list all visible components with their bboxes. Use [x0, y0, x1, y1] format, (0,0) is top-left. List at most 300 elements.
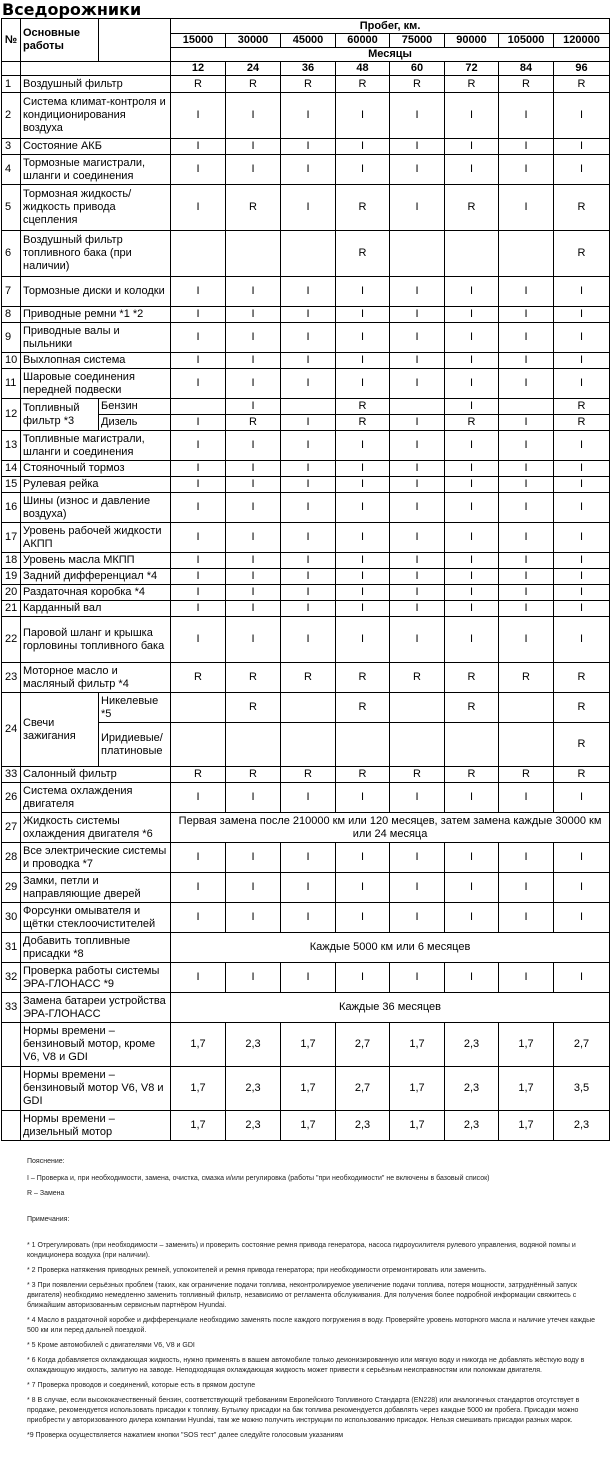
- table-row: [2, 399, 610, 415]
- header-month-5: 72: [445, 62, 499, 76]
- work-subname: Иридиевые/ платиновые: [99, 723, 171, 767]
- cell-value: I: [554, 323, 610, 353]
- span-value: Первая замена после 210000 км или 120 месяцев, затем замена каждые 30000 км или 24 месяца: [171, 813, 610, 843]
- cell-value: I: [499, 323, 554, 353]
- table-row: [2, 585, 610, 601]
- cell-value: R: [226, 415, 281, 431]
- cell-value: I: [390, 323, 445, 353]
- cell-value: I: [281, 139, 336, 155]
- cell-value: I: [499, 569, 554, 585]
- row-number: 19: [2, 569, 21, 585]
- work-name: Задний дифференциал *4: [21, 569, 171, 585]
- cell-value: I: [445, 353, 499, 369]
- cell-value: 3,5: [554, 1067, 610, 1111]
- cell-value: I: [171, 353, 226, 369]
- cell-value: R: [554, 185, 610, 231]
- cell-value: 1,7: [499, 1067, 554, 1111]
- table-row: [2, 963, 610, 993]
- cell-value: [171, 399, 226, 415]
- cell-value: R: [445, 185, 499, 231]
- cell-value: I: [281, 569, 336, 585]
- cell-value: I: [499, 493, 554, 523]
- cell-value: I: [445, 843, 499, 873]
- cell-value: [336, 723, 390, 767]
- row-number: 2: [2, 93, 21, 139]
- cell-value: I: [554, 553, 610, 569]
- work-name: Тормозная жидкость/жидкость привода сцепления: [21, 185, 171, 231]
- work-name: Карданный вал: [21, 601, 171, 617]
- remark-item: * 4 Масло в раздаточной коробке и дифференциале необходимо заменять после каждого погружения в воду. Проверяйте уровень моторного масла и наличие утечек каждые 500 км или перед дальней поездкой.: [27, 1317, 596, 1334]
- cell-value: I: [171, 93, 226, 139]
- cell-value: I: [554, 873, 610, 903]
- remarks-title: Примечания:: [27, 1216, 70, 1223]
- table-row: [2, 493, 610, 523]
- work-name: Система климат-контроля и кондиционирования воздуха: [21, 93, 171, 139]
- cell-value: [281, 399, 336, 415]
- remark-item: * 7 Проверка проводов и соединений, которые есть в прямом доступе: [27, 1382, 256, 1389]
- cell-value: R: [554, 415, 610, 431]
- cell-value: [390, 231, 445, 277]
- cell-value: I: [171, 873, 226, 903]
- cell-value: I: [499, 185, 554, 231]
- cell-value: I: [390, 461, 445, 477]
- table-row: [2, 601, 610, 617]
- header-km-2: 45000: [281, 34, 336, 48]
- cell-value: R: [336, 231, 390, 277]
- cell-value: I: [554, 369, 610, 399]
- cell-value: I: [499, 783, 554, 813]
- cell-value: R: [554, 663, 610, 693]
- work-name: Жидкость системы охлаждения двигателя *6: [21, 813, 171, 843]
- cell-value: I: [336, 493, 390, 523]
- cell-value: I: [336, 617, 390, 663]
- cell-value: I: [499, 369, 554, 399]
- cell-value: I: [281, 617, 336, 663]
- cell-value: I: [499, 873, 554, 903]
- span-value: Каждые 5000 км или 6 месяцев: [171, 933, 610, 963]
- cell-value: I: [445, 601, 499, 617]
- work-name: Замена батареи устройства ЭРА-ГЛОНАСС: [21, 993, 171, 1023]
- cell-value: R: [171, 767, 226, 783]
- cell-value: I: [390, 353, 445, 369]
- cell-value: I: [171, 155, 226, 185]
- cell-value: I: [336, 369, 390, 399]
- cell-value: I: [171, 477, 226, 493]
- header-km-3: 60000: [336, 34, 390, 48]
- cell-value: R: [226, 185, 281, 231]
- row-number: 29: [2, 873, 21, 903]
- cell-value: [499, 399, 554, 415]
- cell-value: I: [499, 461, 554, 477]
- table-row: [2, 1023, 610, 1067]
- cell-value: I: [499, 353, 554, 369]
- maintenance-table: [1, 18, 610, 1141]
- cell-value: I: [554, 963, 610, 993]
- cell-value: I: [281, 307, 336, 323]
- cell-value: R: [499, 76, 554, 93]
- cell-value: 1,7: [390, 1023, 445, 1067]
- cell-value: I: [390, 415, 445, 431]
- header-mileage: Пробег, км.: [171, 19, 610, 34]
- cell-value: I: [171, 843, 226, 873]
- work-name: Салонный фильтр: [21, 767, 171, 783]
- cell-value: 2,3: [226, 1023, 281, 1067]
- remark-item: * 2 Проверка натяжения приводных ремней, успокоителей и ремня привода генератора; при необходимости отремонтировать или заменить.: [27, 1267, 487, 1274]
- remark-item: *9 Проверка осуществляется нажатием кнопки "SOS тест" далее следуйте голосовым указаниям: [27, 1432, 344, 1439]
- work-name: Замки, петли и направляющие дверей: [21, 873, 171, 903]
- cell-value: R: [445, 767, 499, 783]
- cell-value: 1,7: [171, 1111, 226, 1141]
- header-blank: [21, 62, 171, 76]
- cell-value: I: [171, 617, 226, 663]
- cell-value: R: [499, 663, 554, 693]
- cell-value: I: [336, 903, 390, 933]
- cell-value: I: [390, 601, 445, 617]
- cell-value: I: [171, 323, 226, 353]
- work-name: Добавить топливные присадки *8: [21, 933, 171, 963]
- work-name: Воздушный фильтр: [21, 76, 171, 93]
- cell-value: I: [554, 523, 610, 553]
- cell-value: I: [281, 369, 336, 399]
- header-km-1: 30000: [226, 34, 281, 48]
- cell-value: I: [554, 93, 610, 139]
- cell-value: I: [445, 277, 499, 307]
- cell-value: I: [226, 139, 281, 155]
- cell-value: 2,7: [336, 1067, 390, 1111]
- cell-value: [171, 231, 226, 277]
- cell-value: I: [226, 431, 281, 461]
- cell-value: I: [445, 323, 499, 353]
- table-row: [2, 663, 610, 693]
- cell-value: 1,7: [499, 1111, 554, 1141]
- cell-value: I: [499, 431, 554, 461]
- cell-value: I: [336, 873, 390, 903]
- cell-value: R: [336, 399, 390, 415]
- table-row: [2, 1067, 610, 1111]
- row-number: 16: [2, 493, 21, 523]
- cell-value: I: [281, 477, 336, 493]
- cell-value: R: [554, 767, 610, 783]
- cell-value: I: [226, 353, 281, 369]
- row-number: 17: [2, 523, 21, 553]
- cell-value: I: [445, 903, 499, 933]
- cell-value: I: [226, 873, 281, 903]
- header-works: Основные работы: [21, 19, 99, 62]
- cell-value: I: [336, 461, 390, 477]
- cell-value: I: [226, 553, 281, 569]
- row-number: 10: [2, 353, 21, 369]
- cell-value: R: [554, 399, 610, 415]
- table-row: [2, 477, 610, 493]
- cell-value: I: [226, 93, 281, 139]
- cell-value: I: [226, 399, 281, 415]
- cell-value: R: [554, 231, 610, 277]
- cell-value: I: [336, 569, 390, 585]
- work-name: Стояночный тормоз: [21, 461, 171, 477]
- cell-value: I: [171, 601, 226, 617]
- cell-value: 1,7: [171, 1023, 226, 1067]
- work-subname: Никелевые *5: [99, 693, 171, 723]
- cell-value: [281, 723, 336, 767]
- cell-value: I: [171, 569, 226, 585]
- cell-value: I: [281, 585, 336, 601]
- cell-value: I: [171, 139, 226, 155]
- cell-value: I: [390, 585, 445, 601]
- row-number: 30: [2, 903, 21, 933]
- cell-value: I: [336, 431, 390, 461]
- page-title: Вседорожники: [2, 0, 142, 19]
- cell-value: I: [390, 155, 445, 185]
- header-month-7: 96: [554, 62, 610, 76]
- row-number: 11: [2, 369, 21, 399]
- work-subname: Бензин: [99, 399, 171, 415]
- table-row: [2, 323, 610, 353]
- row-number: 21: [2, 601, 21, 617]
- cell-value: I: [390, 873, 445, 903]
- cell-value: [499, 723, 554, 767]
- header-month-1: 24: [226, 62, 281, 76]
- row-number: [2, 1023, 21, 1067]
- cell-value: [499, 231, 554, 277]
- cell-value: I: [390, 93, 445, 139]
- header-month-6: 84: [499, 62, 554, 76]
- cell-value: I: [445, 783, 499, 813]
- cell-value: R: [390, 767, 445, 783]
- cell-value: I: [390, 493, 445, 523]
- cell-value: I: [445, 399, 499, 415]
- row-number: 8: [2, 307, 21, 323]
- row-number: 31: [2, 933, 21, 963]
- cell-value: I: [281, 493, 336, 523]
- cell-value: I: [336, 963, 390, 993]
- cell-value: I: [499, 843, 554, 873]
- row-number: 27: [2, 813, 21, 843]
- cell-value: I: [390, 307, 445, 323]
- cell-value: I: [390, 903, 445, 933]
- table-row: [2, 307, 610, 323]
- cell-value: I: [445, 873, 499, 903]
- header-km-5: 90000: [445, 34, 499, 48]
- table-row: [2, 933, 610, 963]
- row-number: 32: [2, 963, 21, 993]
- work-name: Состояние АКБ: [21, 139, 171, 155]
- cell-value: I: [226, 493, 281, 523]
- cell-value: 1,7: [281, 1111, 336, 1141]
- cell-value: I: [336, 93, 390, 139]
- cell-value: [390, 399, 445, 415]
- cell-value: I: [390, 569, 445, 585]
- cell-value: I: [226, 601, 281, 617]
- table-row: [2, 155, 610, 185]
- cell-value: I: [226, 369, 281, 399]
- header-month-2: 36: [281, 62, 336, 76]
- work-name: Приводные валы и пыльники: [21, 323, 171, 353]
- cell-value: I: [226, 903, 281, 933]
- row-number: 3: [2, 139, 21, 155]
- cell-value: I: [171, 185, 226, 231]
- work-subname: Дизель: [99, 415, 171, 431]
- work-name: Топливный фильтр *3: [21, 399, 99, 431]
- remarks-list: [27, 1241, 602, 1441]
- cell-value: I: [554, 307, 610, 323]
- cell-value: I: [499, 585, 554, 601]
- cell-value: I: [554, 353, 610, 369]
- row-number: 4: [2, 155, 21, 185]
- cell-value: I: [336, 553, 390, 569]
- row-number: 1: [2, 76, 21, 93]
- cell-value: I: [226, 585, 281, 601]
- header-month-3: 48: [336, 62, 390, 76]
- header-row-mileage: [2, 19, 610, 34]
- cell-value: [171, 693, 226, 723]
- cell-value: I: [445, 523, 499, 553]
- table-row: [2, 783, 610, 813]
- work-name: Шины (износ и давление воздуха): [21, 493, 171, 523]
- cell-value: I: [445, 493, 499, 523]
- cell-value: I: [499, 477, 554, 493]
- cell-value: I: [336, 477, 390, 493]
- cell-value: I: [281, 963, 336, 993]
- cell-value: I: [281, 783, 336, 813]
- row-number: 28: [2, 843, 21, 873]
- table-row: [2, 353, 610, 369]
- cell-value: I: [226, 523, 281, 553]
- work-name: Тормозные магистрали, шланги и соединения: [21, 155, 171, 185]
- cell-value: 2,3: [445, 1067, 499, 1111]
- cell-value: R: [226, 76, 281, 93]
- cell-value: I: [445, 431, 499, 461]
- cell-value: I: [171, 523, 226, 553]
- cell-value: I: [281, 873, 336, 903]
- cell-value: R: [445, 415, 499, 431]
- cell-value: I: [445, 963, 499, 993]
- header-month-4: 60: [390, 62, 445, 76]
- cell-value: I: [390, 139, 445, 155]
- cell-value: R: [281, 767, 336, 783]
- cell-value: [445, 723, 499, 767]
- work-name: Приводные ремни *1 *2: [21, 307, 171, 323]
- table-row: [2, 693, 610, 723]
- cell-value: I: [554, 155, 610, 185]
- cell-value: I: [499, 155, 554, 185]
- cell-value: 2,3: [554, 1111, 610, 1141]
- cell-value: I: [554, 569, 610, 585]
- table-row: [2, 903, 610, 933]
- cell-value: R: [281, 663, 336, 693]
- cell-value: I: [226, 277, 281, 307]
- cell-value: I: [281, 843, 336, 873]
- table-row: [2, 139, 610, 155]
- table-row: [2, 431, 610, 461]
- remark-item: * 6 Когда добавляется охлаждающая жидкость, нужно применять в вашем автомобиле только деионизированную или мягкую воду и никогда не добавлять жёсткую воду в охлаждающую жидкость, залитую на заводе. Неподходящая охлаждающая жидкость может привести к серьёзным неисправностям или поломкам двигателя.: [27, 1357, 585, 1374]
- cell-value: I: [336, 323, 390, 353]
- table-row: [2, 185, 610, 231]
- header-km-6: 105000: [499, 34, 554, 48]
- cell-value: I: [554, 843, 610, 873]
- cell-value: I: [171, 963, 226, 993]
- cell-value: I: [390, 369, 445, 399]
- cell-value: I: [390, 477, 445, 493]
- cell-value: I: [390, 431, 445, 461]
- cell-value: I: [336, 523, 390, 553]
- header-km-0: 15000: [171, 34, 226, 48]
- work-name: Проверка работы системы ЭРА-ГЛОНАСС *9: [21, 963, 171, 993]
- cell-value: 1,7: [390, 1111, 445, 1141]
- table-row: [2, 93, 610, 139]
- cell-value: R: [499, 767, 554, 783]
- legend-replace: R – Замена: [27, 1190, 65, 1197]
- cell-value: R: [226, 663, 281, 693]
- cell-value: I: [390, 963, 445, 993]
- cell-value: I: [445, 93, 499, 139]
- cell-value: R: [554, 76, 610, 93]
- row-number: 14: [2, 461, 21, 477]
- cell-value: I: [171, 307, 226, 323]
- work-name: Свечи зажигания: [21, 693, 99, 767]
- work-name: Рулевая рейка: [21, 477, 171, 493]
- table-row: [2, 277, 610, 307]
- cell-value: I: [281, 523, 336, 553]
- cell-value: I: [171, 553, 226, 569]
- cell-value: I: [336, 585, 390, 601]
- cell-value: R: [390, 76, 445, 93]
- cell-value: I: [281, 93, 336, 139]
- legend-title: Пояснение:: [27, 1158, 65, 1165]
- cell-value: I: [281, 155, 336, 185]
- cell-value: [445, 231, 499, 277]
- row-number: 15: [2, 477, 21, 493]
- row-number: 7: [2, 277, 21, 307]
- cell-value: I: [336, 139, 390, 155]
- cell-value: I: [554, 617, 610, 663]
- table-row: [2, 523, 610, 553]
- work-name: Форсунки омывателя и щётки стеклоочистителей: [21, 903, 171, 933]
- row-number: 22: [2, 617, 21, 663]
- cell-value: [171, 723, 226, 767]
- cell-value: I: [499, 307, 554, 323]
- cell-value: I: [281, 353, 336, 369]
- cell-value: I: [390, 843, 445, 873]
- cell-value: I: [171, 493, 226, 523]
- table-row: [2, 617, 610, 663]
- cell-value: I: [226, 477, 281, 493]
- row-number: 13: [2, 431, 21, 461]
- row-number: 5: [2, 185, 21, 231]
- cell-value: 1,7: [171, 1067, 226, 1111]
- cell-value: R: [281, 76, 336, 93]
- cell-value: 1,7: [281, 1023, 336, 1067]
- cell-value: I: [226, 569, 281, 585]
- cell-value: I: [390, 783, 445, 813]
- span-value: Каждые 36 месяцев: [171, 993, 610, 1023]
- legend-inspect: I – Проверка и, при необходимости, замена, очистка, смазка и/или регулировка (работы "при необходимости" не включены в базовый список): [27, 1175, 490, 1182]
- row-number: 26: [2, 783, 21, 813]
- work-name: Раздаточная коробка *4: [21, 585, 171, 601]
- cell-value: I: [499, 415, 554, 431]
- cell-value: I: [499, 963, 554, 993]
- cell-value: I: [281, 323, 336, 353]
- header-blank: [2, 62, 21, 76]
- cell-value: R: [445, 693, 499, 723]
- cell-value: I: [171, 585, 226, 601]
- table-row: [2, 231, 610, 277]
- cell-value: R: [226, 693, 281, 723]
- cell-value: [281, 693, 336, 723]
- cell-value: [390, 693, 445, 723]
- cell-value: I: [171, 783, 226, 813]
- cell-value: R: [554, 723, 610, 767]
- work-name: Нормы времени – бензиновый мотор V6, V8 и GDI: [21, 1067, 171, 1111]
